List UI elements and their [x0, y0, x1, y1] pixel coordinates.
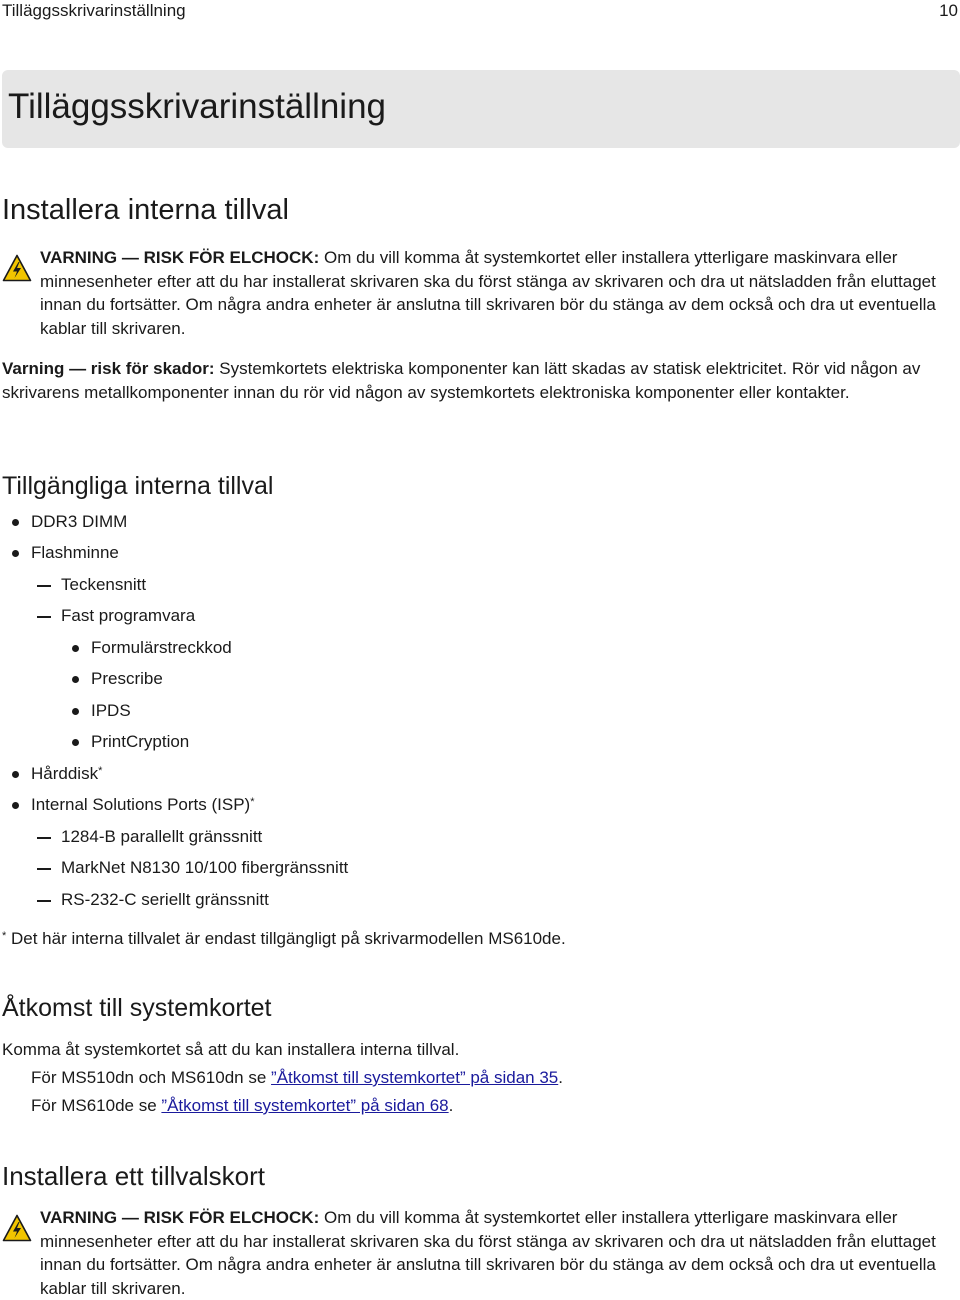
list-item: 1284-B parallellt gränssnitt	[61, 827, 263, 846]
list-item-label: Internal Solutions Ports (ISP)	[31, 795, 251, 814]
caution-label: Varning — risk för skador:	[2, 359, 215, 378]
shock-warning-block-2	[0, 1206, 960, 1300]
list-item: Fast programvara	[61, 606, 196, 625]
footnote	[2, 927, 956, 951]
bullet-icon	[72, 739, 79, 746]
list-item: Teckensnitt	[61, 575, 147, 594]
bullet-icon	[12, 519, 19, 526]
section-heading-access-system-board: Åtkomst till systemkortet	[2, 994, 272, 1022]
section-heading-install-internal-options: Installera interna tillval	[2, 194, 289, 226]
bullet-icon	[72, 676, 79, 683]
footnote-marker: *	[98, 765, 103, 777]
access-intro: Komma åt systemkortet så att du kan installera interna tillval.	[2, 1040, 460, 1059]
bullet-icon	[12, 771, 19, 778]
shock-warning-block-1	[0, 246, 960, 346]
access-line-ms510dn	[31, 1066, 956, 1090]
dash-icon	[37, 837, 51, 839]
section-heading-available-internal-options: Tillgängliga interna tillval	[2, 472, 274, 500]
xref-link-page-35[interactable]: ”Åtkomst till systemkortet” på sidan 35	[271, 1068, 559, 1087]
caution-paragraph	[2, 357, 956, 405]
list-item: IPDS	[91, 701, 131, 720]
page-header	[0, 0, 960, 24]
footnote-marker: *	[250, 796, 255, 808]
warning-label: VARNING — RISK FÖR ELCHOCK:	[40, 1208, 320, 1227]
access-line-prefix: För MS510dn och MS610dn se	[31, 1068, 272, 1087]
shock-warning-text-2	[40, 1206, 956, 1300]
dash-icon	[37, 585, 51, 587]
dash-icon	[37, 900, 51, 902]
warning-body: Om du vill komma åt systemkortet eller installera ytterligare maskinvara eller minnesenheter efter att du har installerat skrivaren ska du först stänga av skrivaren och dra ut nätsladden från eluttaget innan du fortsätter. Om några andra enheter är anslutna till skrivaren bör du stänga av dem också och dra ut eventuella kablar till skrivaren.	[40, 1208, 936, 1298]
list-item: RS-232-C seriellt gränssnitt	[61, 890, 269, 909]
period: .	[558, 1068, 563, 1087]
caution-body: Systemkortets elektriska komponenter kan lätt skadas av statisk elektricitet. Rör vid någon av skrivarens metallkomponenter innan du rör vid någon av systemkortets elektroniska komponenter eller kontakter.	[2, 359, 921, 402]
list-item: Prescribe	[91, 669, 163, 688]
footnote-text: Det här interna tillvalet är endast tillgängligt på skrivarmodellen MS610de.	[6, 929, 566, 948]
list-item: MarkNet N8130 10/100 fibergränssnitt	[61, 858, 349, 877]
list-item: Flashminne	[31, 543, 119, 562]
chapter-title: Tilläggsskrivarinställning	[8, 87, 387, 126]
running-header-section: Tilläggsskrivarinställning	[2, 1, 186, 20]
bullet-icon	[72, 708, 79, 715]
page-number: 10	[939, 1, 958, 20]
shock-warning-text-1	[40, 246, 956, 340]
warning-body: Om du vill komma åt systemkortet eller installera ytterligare maskinvara eller minnesenheter efter att du har installerat skrivaren ska du först stänga av skrivaren och dra ut nätsladden från eluttaget innan du fortsätter. Om några andra enheter är anslutna till skrivaren bör du stänga av dem också och dra ut eventuella kablar till skrivaren.	[40, 248, 936, 338]
bullet-icon	[72, 645, 79, 652]
access-line-prefix: För MS610de se	[31, 1096, 162, 1115]
dash-icon	[37, 868, 51, 870]
bullet-icon	[12, 550, 19, 557]
xref-link-page-68[interactable]: ”Åtkomst till systemkortet” på sidan 68	[161, 1096, 449, 1115]
footnote-marker: *	[2, 930, 7, 942]
list-item	[31, 762, 102, 786]
access-line-ms610de	[31, 1094, 956, 1118]
list-item: DDR3 DIMM	[31, 512, 128, 531]
bullet-icon	[12, 802, 19, 809]
section-heading-install-option-card: Installera ett tillvalskort	[2, 1161, 265, 1191]
electric-shock-warning-icon	[2, 254, 32, 282]
list-item-label: Hårddisk	[31, 764, 99, 783]
electric-shock-warning-icon	[2, 1214, 32, 1242]
warning-label: VARNING — RISK FÖR ELCHOCK:	[40, 248, 320, 267]
list-item	[31, 793, 255, 817]
list-item: PrintCryption	[91, 732, 190, 751]
list-item: Formulärstreckkod	[91, 638, 232, 657]
period: .	[448, 1096, 454, 1115]
chapter-title-band	[2, 70, 960, 148]
dash-icon	[37, 616, 51, 618]
